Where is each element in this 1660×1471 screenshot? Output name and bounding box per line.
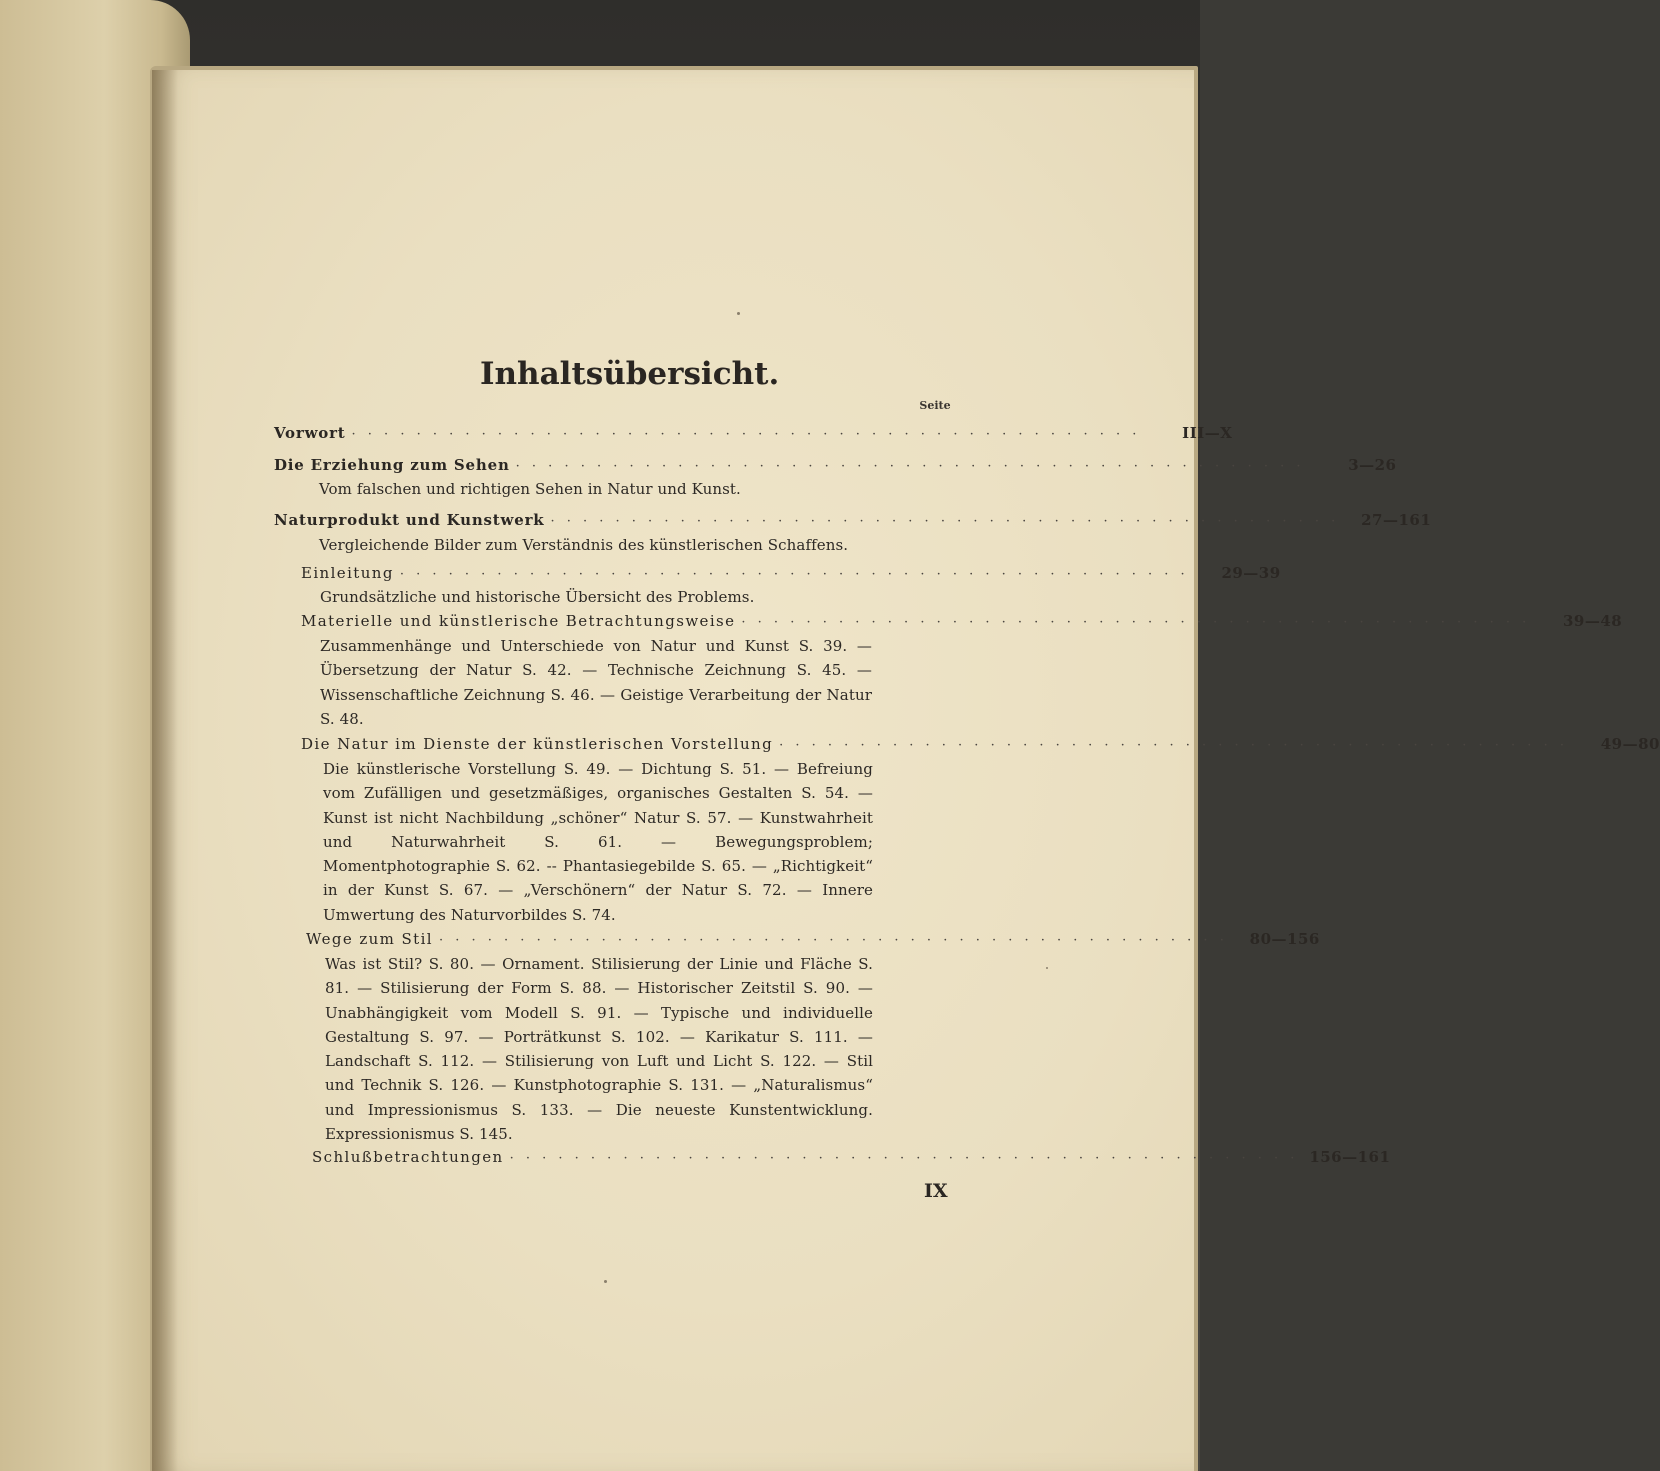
toc-entry-label: Materielle und künstlerische Betrachtungsweise (301, 612, 736, 630)
toc-entry-description: Die künstlerische Vorstellung S. 49. — Dichtung S. 51. — Befreiung vom Zufälligen und gesetzmäßiges, organisches Gestalten S. 54. — Kunst ist nicht Nachbildung „schöner“ Natur S. 57. — Kunstwahrheit und Naturwahrheit S. 61. — Bewegungsproblem; Momentphotographie S. 62. -- Phantasiegebilde S. 65. — „Richtigkeit“ in der Kunst S. 67. — „Verschönern“ der Natur S. 72. — Innere Umwertung des Naturvorbildes S. 74. (323, 760, 873, 924)
dot-leader: · · · · · · · · · · · · · · · · · · · · · · · · · · · · · · · · · · · · · · · · · · · · · · · · · (438, 933, 1228, 948)
toc-entry-pages: 3—26 (1348, 456, 1397, 474)
paper-speck (737, 312, 740, 315)
page-title: Inhaltsübersicht. (480, 356, 780, 392)
toc-entry-pages: 39—48 (1563, 612, 1623, 630)
paper-speck (1046, 967, 1048, 969)
toc-entry-pages: 80—156 (1249, 930, 1320, 948)
toc-entry-label: Die Natur im Dienste der künstlerischen Vorstellung (301, 735, 774, 753)
toc-entry-pages: 156—161 (1309, 1148, 1391, 1166)
toc-entry-label: Vorwort (274, 424, 346, 442)
toc-entry-description: Zusammenhänge und Unterschiede von Natur und Kunst S. 39. — Übersetzung der Natur S. 42. — Technische Zeichnung S. 45. — Wissenschaftliche Zeichnung S. 46. — Geistige Verarbeitung der Natur S. 48. (320, 637, 872, 728)
toc-entry-einleitung (301, 564, 1281, 582)
page-gutter-shadow (152, 70, 178, 1471)
toc-entry-erziehung (274, 456, 1397, 474)
dot-leader: · · · · · · · · · · · · · · · · · · · · · · · · · · · · · · · · · · · · · · · · · · · · · · · · · (399, 567, 1189, 582)
toc-entry-label: Einleitung (301, 564, 394, 582)
toc-entry-materielle (301, 612, 1623, 630)
toc-entry-pages: 29—39 (1221, 564, 1281, 582)
dot-leader: · · · · · · · · · · · · · · · · · · · · · · · · · · · · · · · · · · · · · · · · · · · · · · · · · (779, 738, 1568, 753)
toc-entry-label: Naturprodukt und Kunstwerk (274, 511, 545, 529)
dot-leader: · · · · · · · · · · · · · · · · · · · · · · · · · · · · · · · · · · · · · · · · · · · · · · · · · (515, 459, 1305, 474)
toc-entry-description: Vom falschen und richtigen Sehen in Natur und Kunst. (319, 480, 741, 498)
toc-entry-label: Die Erziehung zum Sehen (274, 456, 510, 474)
toc-entry-natur-im-dienste (301, 735, 1660, 753)
paper-speck (604, 1280, 607, 1283)
toc-entry-description: Vergleichende Bilder zum Verständnis des künstlerischen Schaffens. (319, 536, 849, 554)
toc-entry-pages: III—X (1182, 424, 1233, 442)
dot-leader: · · · · · · · · · · · · · · · · · · · · · · · · · · · · · · · · · · · · · · · · · · · · · · · · · (351, 427, 1141, 442)
page-number: IX (924, 1180, 948, 1202)
toc-entry-naturprodukt (274, 511, 1432, 529)
toc-entry-description: Grundsätzliche und historische Übersicht des Problems. (320, 588, 755, 606)
toc-entry-pages: 27—161 (1361, 511, 1432, 529)
dot-leader: · · · · · · · · · · · · · · · · · · · · · · · · · · · · · · · · · · · · · · · · · · · · · · · · · (741, 615, 1531, 630)
toc-entry-pages: 49—80 (1600, 735, 1660, 753)
dot-leader: · · · · · · · · · · · · · · · · · · · · · · · · · · · · · · · · · · · · · · · · · · · · · · · · · (509, 1151, 1299, 1166)
toc-entry-schlussbetrachtungen (312, 1148, 1391, 1166)
dot-leader: · · · · · · · · · · · · · · · · · · · · · · · · · · · · · · · · · · · · · · · · · · · · · · · · · (550, 514, 1340, 529)
page-column-header: Seite (919, 399, 951, 412)
toc-entry-description: Was ist Stil? S. 80. — Ornament. Stilisierung der Linie und Fläche S. 81. — Stilisierung der Form S. 88. — Historischer Zeitstil S. 90. — Unabhängigkeit vom Modell S. 91. — Typische und individuelle Gestaltung S. 97. — Porträtkunst S. 102. — Karikatur S. 111. — Landschaft S. 112. — Stilisierung von Luft und Licht S. 122. — Stil und Technik S. 126. — Kunstphotographie S. 131. — „Naturalismus“ und Impressionismus S. 133. — Die neueste Kunstentwicklung. Expressionismus S. 145. (325, 955, 873, 1144)
toc-entry-vorwort (274, 424, 1233, 442)
toc-entry-wege-zum-stil (306, 930, 1320, 948)
toc-entry-label: Schlußbetrachtungen (312, 1148, 504, 1166)
toc-entry-label: Wege zum Stil (306, 930, 433, 948)
